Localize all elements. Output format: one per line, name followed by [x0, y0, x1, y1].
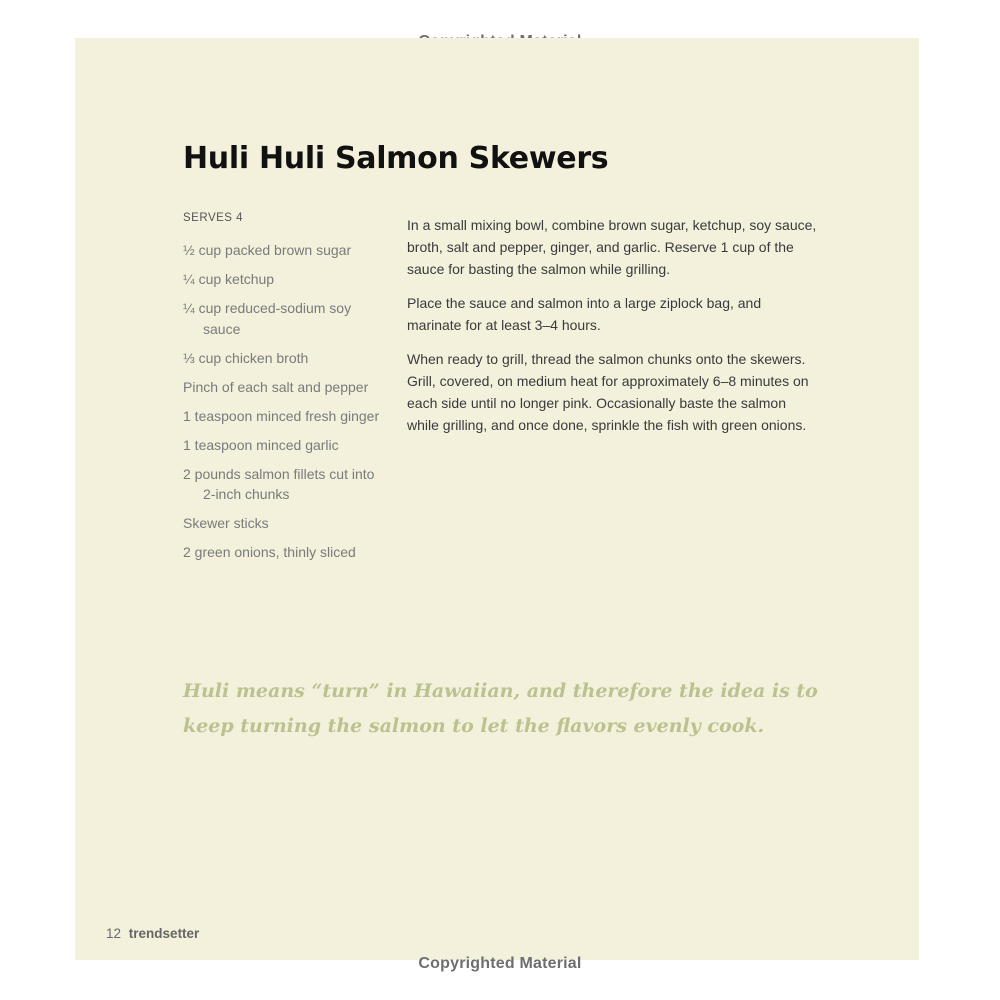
method-column [407, 214, 819, 448]
method-step: When ready to grill, thread the salmon chunks onto the skewers. Grill, covered, on medium heat for approximately 6–8 minutes on each side until no longer pink. Occasionally baste the salmon while grilling, and once done, sprinkle the fish with green onions. [407, 351, 809, 433]
ingredient-item: 2 green onions, thinly sliced [183, 544, 356, 560]
ingredient-item: ⅓ cup chicken broth [183, 349, 309, 366]
ingredients-column [183, 212, 383, 571]
recipe-note: Huli means “turn” in Hawaiian, and therefore the idea is to keep turning the salmon to let the flavors evenly cook. [183, 680, 818, 737]
ingredient-item: Pinch of each salt and pepper [183, 378, 369, 395]
method-step: Place the sauce and salmon into a large ziplock bag, and marinate for at least 3–4 hours. [407, 295, 762, 333]
ingredient-item: ¼ cup reduced-sodium soy sauce [183, 300, 352, 337]
ingredient-item: 2 pounds salmon fillets cut into 2-inch chunks [183, 465, 375, 502]
recipe-title: Huli Huli Salmon Skewers [183, 141, 609, 176]
ingredient-item: 1 teaspoon minced garlic [183, 436, 339, 453]
page-footer [106, 926, 199, 941]
page-number: 12 [106, 926, 122, 941]
book-title: trendsetter [128, 926, 200, 941]
method-step: In a small mixing bowl, combine brown sugar, ketchup, soy sauce, broth, salt and pepper, ginger, and garlic. Reserve 1 cup of the sauce for basting the salmon while grilling. [407, 217, 817, 277]
ingredient-item: ¼ cup ketchup [183, 271, 275, 287]
ingredient-list [183, 240, 383, 563]
ingredient-item: 1 teaspoon minced fresh ginger [183, 407, 380, 424]
copyright-watermark-bottom: Copyrighted Material [418, 955, 582, 972]
ingredient-item: ½ cup packed brown sugar [183, 242, 352, 258]
ingredient-item: Skewer sticks [183, 515, 269, 531]
serves-label: SERVES 4 [183, 212, 244, 224]
